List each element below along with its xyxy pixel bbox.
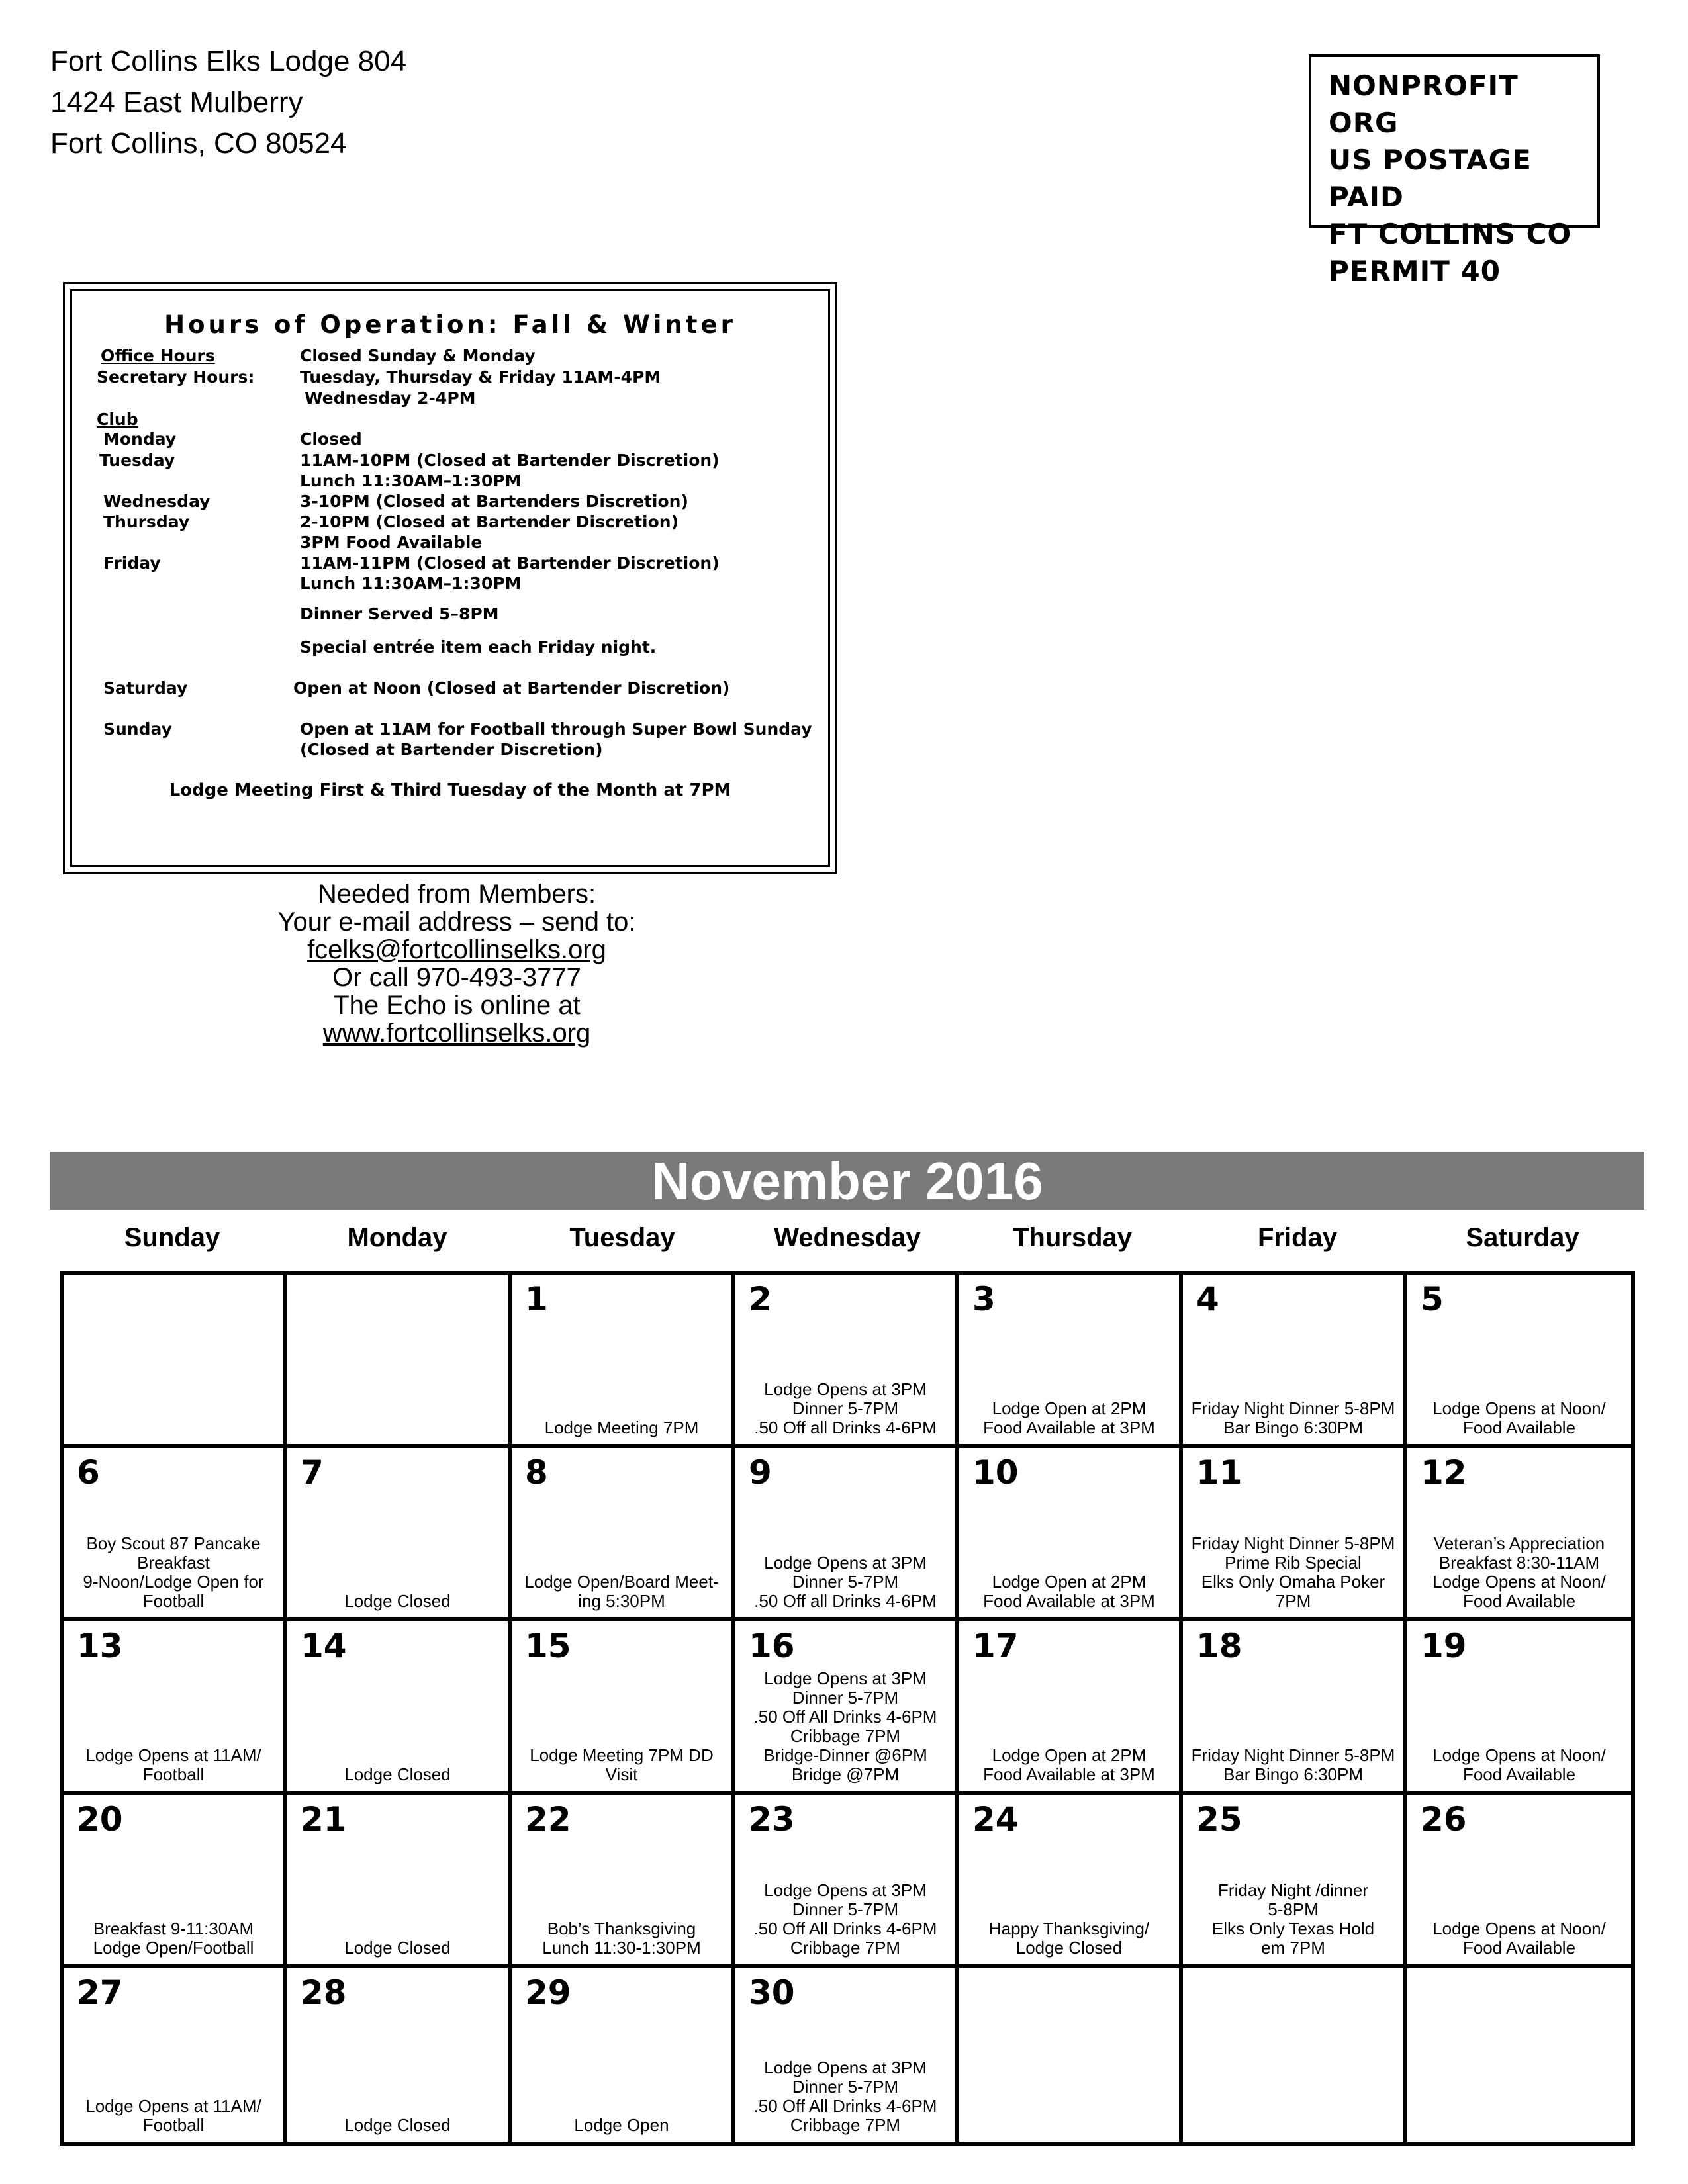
event-line: Friday Night Dinner 5-8PM (1191, 1533, 1395, 1553)
calendar-day-28 (287, 1968, 512, 2142)
day-number: 8 (525, 1453, 548, 1492)
calendar-day-1 (512, 1275, 735, 1448)
calendar-day-24 (959, 1795, 1183, 1968)
event-line: .50 Off all Drinks 4-6PM (754, 1591, 937, 1611)
event-line: em 7PM (1261, 1938, 1325, 1958)
calendar-title: November 2016 (50, 1152, 1644, 1210)
calendar-day-21 (287, 1795, 512, 1968)
day-events (738, 1669, 953, 1784)
day-number: 16 (749, 1627, 795, 1665)
day-number: 9 (749, 1453, 772, 1492)
needed-line-1: Needed from Members: (317, 880, 596, 909)
calendar-day-8 (512, 1448, 735, 1621)
weekday-saturday: Saturday (1466, 1223, 1579, 1252)
event-line: Bridge @7PM (791, 1764, 900, 1784)
calendar-day-17 (959, 1621, 1183, 1795)
event-line: Lodge Closed (1015, 1938, 1123, 1958)
day-events (290, 1592, 505, 1611)
event-line: 9-Noon/Lodge Open for (83, 1572, 264, 1592)
day-number: 30 (749, 1974, 795, 2012)
day-number: 15 (525, 1627, 571, 1665)
needed-from-members (165, 880, 748, 1047)
event-line: 5-8PM (1268, 1899, 1319, 1919)
day-events (738, 2058, 953, 2135)
event-line: Food Available at 3PM (983, 1591, 1155, 1611)
thursday-value-2: 3PM Food Available (300, 533, 483, 552)
day-events (1186, 1881, 1401, 1958)
club-label: Club (97, 410, 138, 429)
calendar-day-22 (512, 1795, 735, 1968)
day-events (962, 1746, 1176, 1784)
event-line: Boy Scout 87 Pancake (86, 1533, 261, 1553)
event-line: Dinner 5-7PM (792, 2077, 899, 2097)
needed-line-4: Or call 970-493-3777 (332, 963, 581, 992)
saturday-value: Open at Noon (Closed at Bartender Discretion) (293, 678, 730, 698)
thursday-label: Thursday (103, 512, 190, 531)
wednesday-value: 3-10PM (Closed at Bartenders Discretion) (300, 492, 688, 511)
event-line: Food Available at 3PM (983, 1764, 1155, 1784)
event-line: Football (142, 1591, 205, 1611)
event-line: Lodge Closed (344, 1764, 451, 1784)
day-events (514, 1572, 729, 1611)
day-events (514, 1919, 729, 1958)
event-line: Lodge Closed (344, 2115, 451, 2135)
day-events (66, 2097, 281, 2135)
event-line: Friday Night Dinner 5-8PM (1191, 1745, 1395, 1765)
event-line: Veteran’s Appreciation (1433, 1533, 1605, 1553)
needed-line-2: Your e-mail address – send to: (277, 907, 636, 936)
day-number: 7 (301, 1453, 324, 1492)
day-number: 26 (1421, 1800, 1467, 1839)
calendar-day-27 (64, 1968, 287, 2142)
day-number: 24 (972, 1800, 1019, 1839)
monday-label: Monday (103, 430, 177, 449)
event-line: Football (142, 1764, 205, 1784)
event-line: Lodge Opens at Noon/ (1432, 1398, 1606, 1418)
email-link[interactable]: fcelks@fortcollinselks.org (307, 935, 606, 964)
wednesday-label: Wednesday (103, 492, 211, 511)
address-line-3: Fort Collins, CO 80524 (50, 127, 347, 159)
day-number: 20 (77, 1800, 123, 1839)
event-line: Cribbage 7PM (790, 1726, 901, 1746)
day-number: 29 (525, 1974, 571, 2012)
event-line: Bridge-Dinner @6PM (763, 1745, 927, 1765)
calendar-day-19 (1407, 1621, 1631, 1795)
secretary-hours-value-2: Wednesday 2-4PM (305, 388, 476, 408)
day-number: 5 (1421, 1280, 1444, 1318)
calendar-day-18 (1183, 1621, 1407, 1795)
calendar-empty-cell (959, 1968, 1183, 2142)
friday-value-2: Lunch 11:30AM–1:30PM (300, 574, 522, 593)
postage-line-3: FT COLLINS CO (1329, 218, 1572, 250)
calendar-day-3 (959, 1275, 1183, 1448)
event-line: Food Available (1462, 1418, 1576, 1437)
event-line: Breakfast (137, 1553, 210, 1572)
calendar-day-13 (64, 1621, 287, 1795)
day-number: 1 (525, 1280, 548, 1318)
event-line: Lodge Open (574, 2115, 669, 2135)
event-line: Lodge Open at 2PM (992, 1398, 1147, 1418)
friday-label: Friday (103, 553, 161, 572)
event-line: Breakfast 9-11:30AM (93, 1919, 254, 1938)
calendar-day-7 (287, 1448, 512, 1621)
day-events (1186, 1399, 1401, 1437)
day-number: 28 (301, 1974, 347, 2012)
day-events (514, 2116, 729, 2135)
calendar-day-9 (735, 1448, 959, 1621)
day-number: 27 (77, 1974, 123, 2012)
event-line: Lodge Opens at Noon/ (1432, 1572, 1606, 1592)
weekday-sunday: Sunday (124, 1223, 220, 1252)
day-number: 25 (1196, 1800, 1243, 1839)
calendar-day-30 (735, 1968, 959, 2142)
event-line: Friday Night /dinner (1218, 1880, 1368, 1900)
address-line-2: 1424 East Mulberry (50, 86, 303, 118)
postage-line-2: US POSTAGE PAID (1329, 144, 1532, 213)
day-number: 6 (77, 1453, 100, 1492)
event-line: Dinner 5-7PM (792, 1398, 899, 1418)
event-line: Football (142, 2115, 205, 2135)
event-line: Breakfast 8:30-11AM (1438, 1553, 1600, 1572)
event-line: ing 5:30PM (578, 1591, 665, 1611)
event-line: Friday Night Dinner 5-8PM (1191, 1398, 1395, 1418)
weekday-friday: Friday (1257, 1223, 1338, 1252)
lodge-meeting-note: Lodge Meeting First & Third Tuesday of the Month at 7PM (169, 780, 731, 800)
event-line: Lodge Meeting 7PM DD (530, 1745, 714, 1765)
event-line: Bar Bingo 6:30PM (1223, 1418, 1363, 1437)
event-line: Lodge Open at 2PM (992, 1745, 1147, 1765)
event-line: Lodge Opens at 3PM (764, 1553, 927, 1572)
postage-indicia (1309, 54, 1600, 287)
calendar-day-15 (512, 1621, 735, 1795)
event-line: Visit (605, 1764, 638, 1784)
day-events (962, 1399, 1176, 1437)
event-line: Lodge Opens at Noon/ (1432, 1919, 1606, 1938)
event-line: Elks Only Texas Hold (1211, 1919, 1375, 1938)
day-events (290, 2116, 505, 2135)
day-events (1410, 1746, 1628, 1784)
website-link[interactable]: www.fortcollinselks.org (322, 1019, 591, 1048)
saturday-label: Saturday (103, 678, 188, 698)
day-events (738, 1380, 953, 1437)
calendar-grid (60, 1271, 1635, 2146)
day-number: 13 (77, 1627, 123, 1665)
event-line: .50 Off All Drinks 4-6PM (753, 2096, 937, 2116)
calendar-day-10 (959, 1448, 1183, 1621)
calendar-day-14 (287, 1621, 512, 1795)
event-line: Food Available (1462, 1938, 1576, 1958)
day-number: 11 (1196, 1453, 1243, 1492)
day-number: 21 (301, 1800, 347, 1839)
event-line: Lodge Open at 2PM (992, 1572, 1147, 1592)
event-line: Happy Thanksgiving/ (988, 1919, 1150, 1938)
day-events (1410, 1399, 1628, 1437)
event-line: Lodge Opens at 3PM (764, 1379, 927, 1399)
calendar-day-16 (735, 1621, 959, 1795)
event-line: Food Available (1462, 1764, 1576, 1784)
event-line: Cribbage 7PM (790, 2115, 901, 2135)
day-events (1186, 1534, 1401, 1611)
day-events (1410, 1534, 1628, 1611)
event-line: Prime Rib Special (1225, 1553, 1362, 1572)
day-number: 3 (972, 1280, 996, 1318)
day-number: 19 (1421, 1627, 1467, 1665)
day-events (66, 1919, 281, 1958)
event-line: Lodge Closed (344, 1591, 451, 1611)
day-number: 2 (749, 1280, 772, 1318)
calendar-day-23 (735, 1795, 959, 1968)
weekday-tuesday: Tuesday (569, 1223, 675, 1252)
thursday-value-1: 2-10PM (Closed at Bartender Discretion) (300, 512, 679, 531)
friday-value-4: Special entrée item each Friday night. (300, 637, 657, 657)
friday-value-1: 11AM-11PM (Closed at Bartender Discretion) (300, 553, 720, 572)
event-line: Lodge Opens at 3PM (764, 1880, 927, 1900)
office-hours-value: Closed Sunday & Monday (300, 346, 536, 365)
sunday-value-2: (Closed at Bartender Discretion) (300, 740, 603, 759)
postage-line-1: NONPROFIT ORG (1329, 69, 1519, 139)
event-line: Food Available (1462, 1591, 1576, 1611)
calendar-day-6 (64, 1448, 287, 1621)
event-line: Lodge Opens at Noon/ (1432, 1745, 1606, 1765)
day-events (962, 1919, 1176, 1958)
event-line: Lodge Opens at 11AM/ (85, 1745, 261, 1765)
event-line: Lodge Opens at 3PM (764, 2058, 927, 2077)
tuesday-value-2: Lunch 11:30AM–1:30PM (300, 471, 522, 490)
event-line: .50 Off all Drinks 4-6PM (754, 1418, 937, 1437)
calendar-day-29 (512, 1968, 735, 2142)
day-number: 22 (525, 1800, 571, 1839)
calendar-day-26 (1407, 1795, 1631, 1968)
event-line: Bob’s Thanksgiving (547, 1919, 696, 1938)
event-line: 7PM (1275, 1591, 1311, 1611)
weekday-thursday: Thursday (1012, 1223, 1133, 1252)
event-line: Bar Bingo 6:30PM (1223, 1764, 1363, 1784)
event-line: Cribbage 7PM (790, 1938, 901, 1958)
event-line: Lodge Opens at 3PM (764, 1668, 927, 1688)
calendar-day-20 (64, 1795, 287, 1968)
day-events (290, 1765, 505, 1784)
calendar-empty-cell (1183, 1968, 1407, 2142)
weekday-monday: Monday (347, 1223, 447, 1252)
day-number: 12 (1421, 1453, 1467, 1492)
office-hours-label: Office Hours (101, 346, 215, 365)
tuesday-label: Tuesday (99, 451, 175, 470)
sunday-label: Sunday (103, 719, 172, 739)
day-events (290, 1938, 505, 1958)
calendar-day-11 (1183, 1448, 1407, 1621)
monday-value: Closed (300, 430, 362, 449)
event-line: .50 Off All Drinks 4-6PM (753, 1707, 937, 1727)
event-line: Dinner 5-7PM (792, 1572, 899, 1592)
tuesday-value-1: 11AM-10PM (Closed at Bartender Discretion) (300, 451, 720, 470)
event-line: Dinner 5-7PM (792, 1899, 899, 1919)
event-line: Elks Only Omaha Poker (1201, 1572, 1385, 1592)
day-events (962, 1572, 1176, 1611)
postage-line-4: PERMIT 40 (1329, 255, 1501, 287)
day-events (738, 1881, 953, 1958)
return-address (50, 41, 646, 164)
calendar-day-5 (1407, 1275, 1631, 1448)
calendar-day-25 (1183, 1795, 1407, 1968)
calendar-empty-cell (1407, 1968, 1631, 2142)
event-line: Lodge Meeting 7PM (544, 1418, 699, 1437)
day-events (514, 1746, 729, 1784)
calendar-empty-cell (64, 1275, 287, 1448)
secretary-hours-value-1: Tuesday, Thursday & Friday 11AM-4PM (300, 367, 661, 387)
event-line: Lunch 11:30-1:30PM (542, 1938, 701, 1958)
needed-line-5: The Echo is online at (333, 991, 581, 1020)
event-line: Dinner 5-7PM (792, 1688, 899, 1707)
event-line: Lodge Closed (344, 1938, 451, 1958)
day-number: 18 (1196, 1627, 1243, 1665)
weekday-header (60, 1218, 1635, 1257)
day-events (738, 1553, 953, 1611)
day-events (66, 1746, 281, 1784)
day-number: 4 (1196, 1280, 1219, 1318)
calendar-day-4 (1183, 1275, 1407, 1448)
event-line: Lodge Opens at 11AM/ (85, 2096, 261, 2116)
day-number: 17 (972, 1627, 1019, 1665)
day-events (1410, 1919, 1628, 1958)
event-line: Lodge Open/Football (93, 1938, 254, 1958)
day-events (514, 1418, 729, 1437)
day-events (1186, 1746, 1401, 1784)
hours-title: Hours of Operation: Fall & Winter (164, 310, 736, 339)
address-line-1: Fort Collins Elks Lodge 804 (50, 45, 407, 77)
day-number: 14 (301, 1627, 347, 1665)
calendar-empty-cell (287, 1275, 512, 1448)
weekday-wednesday: Wednesday (774, 1223, 921, 1252)
hours-box (63, 282, 837, 874)
day-number: 23 (749, 1800, 795, 1839)
secretary-hours-label: Secretary Hours: (97, 367, 255, 387)
event-line: Food Available at 3PM (983, 1418, 1155, 1437)
sunday-value-1: Open at 11AM for Football through Super Bowl Sunday (300, 719, 812, 739)
friday-value-3: Dinner Served 5–8PM (300, 604, 499, 623)
day-events (66, 1534, 281, 1611)
event-line: .50 Off All Drinks 4-6PM (753, 1919, 937, 1938)
calendar-day-12 (1407, 1448, 1631, 1621)
event-line: Lodge Open/Board Meet- (524, 1572, 719, 1592)
day-number: 10 (972, 1453, 1019, 1492)
calendar-day-2 (735, 1275, 959, 1448)
